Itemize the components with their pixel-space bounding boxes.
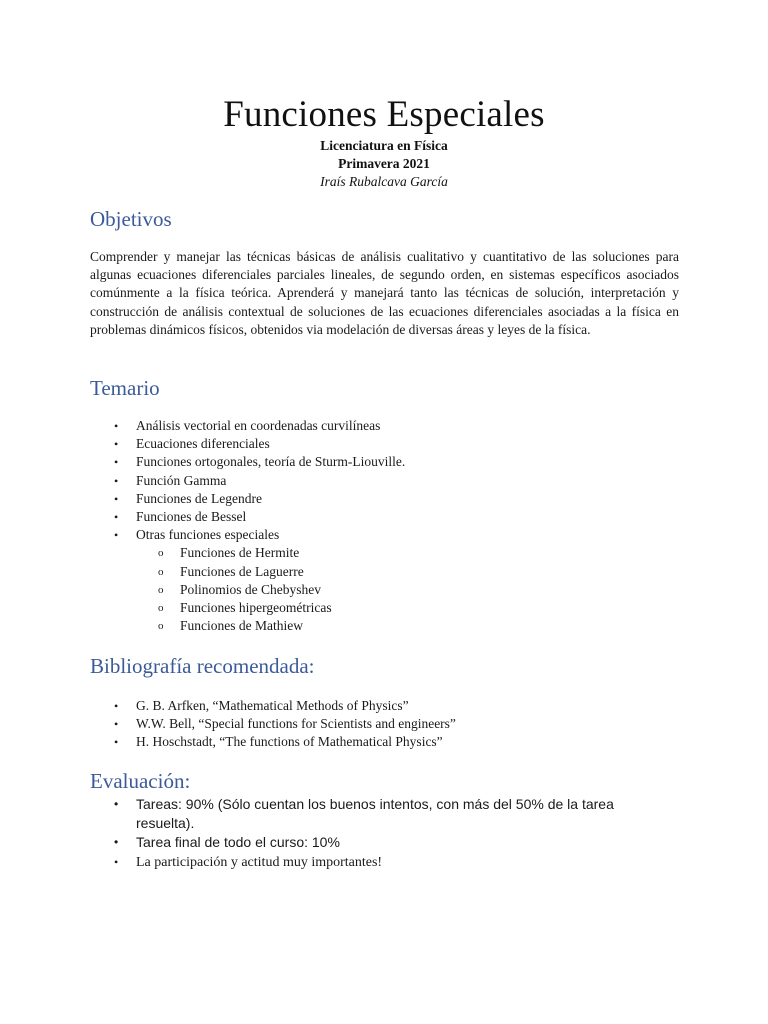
list-item-label: Tarea final de todo el curso: 10%	[136, 834, 340, 851]
evaluacion-list	[90, 795, 650, 872]
bullet-icon: •	[114, 528, 119, 543]
objetivos-paragraph: Comprender y manejar las técnicas básicas de análisis cualitativo y cuantitativo de las soluciones para algunas ecuaciones diferenciales parciales lineales, de segundo orden, en sistemas específicos asociados comúnmente a la física teórica. Aprenderá y manejará tanto las técnicas de solución, interpretación y construcción de análisis contextual de soluciones de las ecuaciones diferenciales asociadas a la física en problemas dinámicos físicos, obtenidos via modelación de diversas áreas y leyes de la física.	[90, 249, 679, 337]
bullet-icon: •	[114, 797, 119, 811]
sub-list-item	[90, 599, 679, 617]
bibliografia-list	[90, 697, 679, 752]
sub-list-item-label: Funciones de Mathiew	[180, 618, 303, 634]
circle-bullet-icon: o	[158, 565, 164, 578]
bullet-icon: •	[114, 735, 119, 750]
bullet-icon: •	[114, 419, 119, 433]
bibliografia-heading: Bibliografía recomendada:	[90, 654, 315, 678]
sub-list-item	[90, 581, 679, 599]
circle-bullet-icon: o	[158, 620, 164, 633]
evaluacion-heading: Evaluación:	[90, 769, 191, 793]
sub-list-item	[90, 617, 679, 635]
term-label: Primavera 2021	[338, 156, 430, 171]
author-name: Iraís Rubalcava García	[320, 174, 448, 189]
temario-heading: Temario	[90, 376, 160, 400]
list-item-label: Ecuaciones diferenciales	[136, 436, 270, 452]
sub-list-item-label: Funciones de Laguerre	[180, 563, 304, 579]
bullet-icon: •	[114, 854, 119, 869]
bullet-icon: •	[114, 699, 119, 713]
sub-list-item-label: Funciones de Hermite	[180, 545, 300, 561]
list-item	[90, 715, 679, 733]
list-item-label: Función Gamma	[136, 472, 227, 488]
circle-bullet-icon: o	[158, 583, 164, 596]
bullet-icon: •	[114, 455, 119, 470]
temario-list	[90, 417, 679, 635]
list-item-label: Tareas: 90% (Sólo cuentan los buenos intentos, con más del 50% de la tarea resuelta).	[136, 796, 614, 832]
bullet-icon: •	[114, 717, 119, 732]
list-item	[90, 733, 679, 751]
list-item	[90, 697, 679, 715]
list-item-label: G. B. Arfken, “Mathematical Methods of Physics”	[136, 698, 409, 713]
list-item	[90, 490, 679, 508]
list-item	[90, 453, 679, 471]
list-item	[90, 833, 650, 852]
list-item	[90, 435, 679, 453]
objetivos-heading: Objetivos	[90, 207, 172, 231]
list-item-label: La participación y actitud muy importantes!	[136, 854, 383, 870]
program-name: Licenciatura en Física	[320, 138, 448, 153]
sub-list-item	[90, 563, 679, 581]
list-item	[90, 526, 679, 544]
circle-bullet-icon: o	[158, 602, 164, 615]
document-title: Funciones Especiales	[223, 94, 545, 135]
circle-bullet-icon: o	[158, 547, 164, 560]
list-item-label: H. Hoschstadt, “The functions of Mathematical Physics”	[136, 734, 443, 750]
list-item	[90, 853, 650, 872]
bullet-icon: •	[114, 473, 119, 488]
bullet-icon: •	[114, 437, 119, 452]
list-item-label: Funciones de Legendre	[136, 490, 262, 506]
bullet-icon: •	[114, 835, 119, 850]
list-item-label: Funciones de Bessel	[136, 509, 247, 525]
bullet-icon: •	[114, 510, 119, 525]
list-item	[90, 472, 679, 490]
list-item-label: Funciones ortogonales, teoría de Sturm-Liouville.	[136, 454, 406, 470]
list-item-label: W.W. Bell, “Special functions for Scientists and engineers”	[136, 716, 456, 732]
bullet-icon: •	[114, 491, 119, 506]
list-item	[90, 508, 679, 526]
sub-list-item-label: Polinomios de Chebyshev	[180, 581, 321, 597]
list-item	[90, 417, 679, 435]
list-item-label: Otras funciones especiales	[136, 527, 280, 543]
list-item-label: Análisis vectorial en coordenadas curvilíneas	[136, 418, 381, 433]
sub-list-item	[90, 544, 679, 562]
list-item	[90, 795, 650, 833]
sub-list-item-label: Funciones hipergeométricas	[180, 600, 332, 616]
